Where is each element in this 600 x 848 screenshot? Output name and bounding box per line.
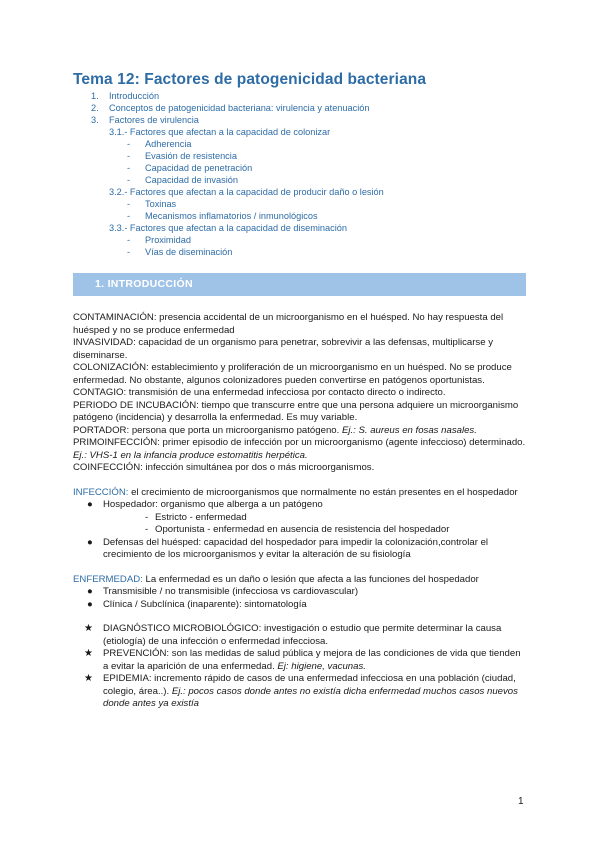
primoinfeccion-example: Ej.: VHS-1 en la infancia produce estomatitis herpética. [73, 449, 308, 461]
toc-item: Capacidad de penetración [145, 163, 253, 173]
toc-item: Conceptos de patogenicidad bacteriana: virulencia y atenuación [109, 103, 370, 113]
definition-periodo-incubacion: PERIODO DE INCUBACIÓN: tiempo que transcurre entre que una persona adquiere un microorganismo patógeno (incidencia) y desarrolla la enfermedad. Es muy variable. [73, 399, 519, 423]
list-item [73, 524, 528, 537]
toc-dash: - [127, 211, 131, 221]
dash-icon: - [145, 524, 149, 535]
hospedador-text: Hospedador: organismo que alberga a un patógeno [103, 499, 323, 510]
epidemia-text: EPIDEMIA: incremento rápido de casos de una enfermedad infecciosa en una población (ciudad, colegio, área..). [103, 673, 516, 697]
oportunista-text: Oportunista - enfermedad en ausencia de resistencia del hospedador [155, 524, 450, 535]
toc-item: Adherencia [145, 139, 192, 149]
toc-item: Introducción [109, 91, 160, 101]
page-number: 1 [518, 796, 524, 807]
toc-dash: - [127, 151, 131, 161]
bullet-icon: ● [87, 598, 93, 610]
defensas-text: Defensas del huésped: capacidad del hospedador para impedir la colonización,controlar el crecimiento de los microorganismos y evitar la alteración de su fisiología [103, 536, 489, 560]
infeccion-term: INFECCIÓN: [73, 486, 129, 498]
list-item [73, 586, 528, 599]
toc-dash: - [127, 139, 131, 149]
star-icon: ★ [84, 648, 93, 659]
clinica-text: Clínica / Subclínica (inaparente): sintomatología [103, 598, 307, 610]
diagnostico-text: DIAGNÓSTICO MICROBIOLÓGICO: investigación o estudio que permite determinar la causa (etiología) de una infección o enfermedad infecciosa. [103, 623, 502, 647]
portador-text: PORTADOR: persona que porta un microorganismo patógeno. [73, 424, 340, 436]
star-icon: ★ [84, 673, 93, 684]
definition-portador [73, 425, 528, 438]
toc-item: Mecanismos inflamatorios / inmunológicos [145, 211, 318, 221]
toc-item: Toxinas [145, 199, 177, 209]
definition-invasividad: INVASIVIDAD: capacidad de un organismo para penetrar, sobrevivir a las defensas, multiplicarse y diseminarse. [73, 337, 494, 361]
toc-subsection: 3.2.- Factores que afectan a la capacidad de producir daño o lesión [109, 187, 384, 197]
list-item [73, 512, 528, 525]
prevencion-example: Ej: higiene, vacunas. [277, 660, 366, 672]
epidemia-example: Ej.: pocos casos donde antes no existía dicha enfermedad muchos casos nuevos donde antes ya existía [103, 685, 518, 709]
estricto-text: Estricto - enfermedad [155, 511, 247, 523]
list-item [73, 499, 528, 512]
definition-contagio: CONTAGIO: transmisión de una enfermedad infecciosa por contacto directo o indirecto. [73, 387, 446, 398]
definition-colonizacion: COLONIZACIÓN: establecimiento y proliferación de un microorganismo en un huésped. No se produce enfermedad. No obstante, algunos colonizadores pueden convertirse en patógenos oportunistas. [73, 362, 512, 386]
list-item [73, 673, 528, 711]
toc-dash: - [127, 247, 131, 257]
infeccion-text: el crecimiento de microorganismos que normalmente no están presentes en el hospedador [128, 486, 518, 498]
toc-number: 3. [91, 115, 99, 125]
toc-number: 1. [91, 91, 99, 101]
toc-subsection: 3.3.- Factores que afectan a la capacidad de diseminación [109, 223, 348, 233]
list-item [73, 648, 528, 673]
primoinfeccion-text: PRIMOINFECCIÓN: primer episodio de infección por un microorganismo (agente infeccioso) determinado. [73, 437, 526, 448]
section-heading: 1. INTRODUCCIÓN [95, 278, 193, 290]
toc-item: Evasión de resistencia [145, 151, 237, 161]
definition-infeccion [73, 487, 528, 500]
dash-icon: - [145, 511, 149, 523]
bullet-icon: ● [87, 586, 93, 597]
bullet-icon: ● [87, 499, 93, 510]
definition-contaminacion: CONTAMINACIÓN: presencia accidental de un microorganismo en el huésped. No hay respuesta del huésped y no se produce enfermedad [73, 312, 504, 336]
portador-example: Ej.: S. aureus en fosas nasales. [341, 424, 477, 436]
definition-enfermedad [73, 574, 528, 587]
toc-item: Vías de diseminación [145, 247, 233, 257]
toc-item: Factores de virulencia [109, 115, 199, 125]
toc-dash: - [127, 199, 131, 209]
list-item [73, 623, 528, 648]
toc-dash: - [127, 235, 131, 245]
enfermedad-term: ENFERMEDAD: [73, 573, 143, 585]
definition-primoinfeccion [73, 437, 528, 462]
toc-dash: - [127, 163, 131, 173]
enfermedad-text: La enfermedad es un daño o lesión que afecta a las funciones del hospedador [142, 573, 479, 585]
list-item [73, 537, 528, 562]
bullet-icon: ● [87, 536, 93, 548]
star-icon: ★ [84, 623, 93, 634]
toc-item: Proximidad [145, 235, 191, 245]
toc-number: 2. [91, 103, 99, 113]
toc-item: Capacidad de invasión [145, 175, 238, 185]
prevencion-text: PREVENCIÓN: son las medidas de salud pública y mejora de las condiciones de vida que tienden a evitar la aparición de una enfermedad. [103, 648, 521, 672]
toc-dash: - [127, 175, 131, 185]
section-banner [73, 273, 526, 296]
list-item [73, 599, 528, 612]
document-body [73, 312, 528, 711]
transmisible-text: Transmisible / no transmisible (infecciosa vs cardiovascular) [103, 586, 359, 597]
toc-subsection: 3.1.- Factores que afectan a la capacidad de colonizar [109, 127, 331, 137]
document-title: Tema 12: Factores de patogenicidad bacteriana [73, 71, 427, 88]
definition-coinfeccion: COINFECCIÓN: infección simultánea por dos o más microorganismos. [73, 462, 375, 473]
